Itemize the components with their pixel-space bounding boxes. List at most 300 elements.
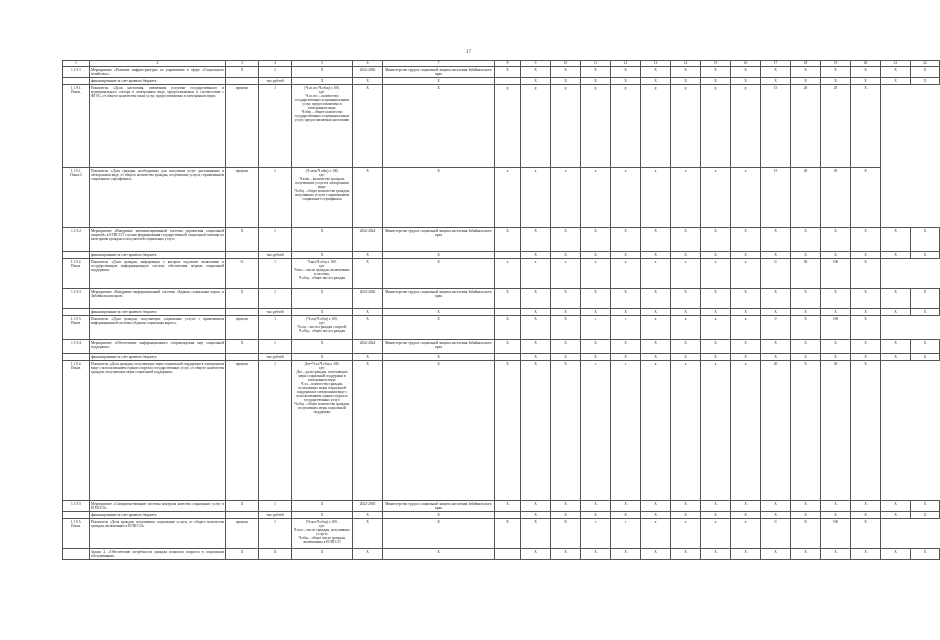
table-row	[63, 289, 940, 309]
table-cell: X	[851, 289, 881, 309]
table-row	[63, 501, 940, 512]
table-cell: X	[383, 519, 495, 549]
column-number: 14	[671, 61, 701, 67]
table-cell: а	[671, 316, 701, 340]
table-cell: 1.1.9.4	[63, 340, 90, 354]
table-cell: X	[671, 289, 701, 309]
table-cell: X	[611, 512, 641, 519]
table-cell: X	[383, 316, 495, 340]
table-cell: X	[851, 354, 881, 361]
table-row	[63, 85, 940, 168]
table-cell: X	[521, 316, 551, 340]
table-cell: тыс.рублей	[259, 512, 292, 519]
table-cell: тыс.рублей	[259, 354, 292, 361]
table-cell: X	[791, 519, 821, 549]
table-cell: %	[226, 259, 259, 289]
table-cell: X	[881, 340, 911, 354]
table-cell	[495, 512, 521, 519]
table-cell: 100	[821, 519, 851, 549]
table-cell: а	[701, 168, 731, 228]
table-cell: Мероприятие «Обеспечение информационного сопровождения мер социальной поддержки»	[90, 340, 226, 354]
column-number: 3	[226, 61, 259, 67]
table-cell: X	[611, 340, 641, 354]
table-cell: процент	[226, 168, 259, 228]
table-cell: X	[521, 67, 551, 78]
table-cell: X	[292, 67, 353, 78]
column-number: 22	[911, 61, 940, 67]
table-row	[63, 519, 940, 549]
column-number: 20	[851, 61, 881, 67]
table-cell: а	[731, 259, 761, 289]
table-cell: а	[701, 259, 731, 289]
table-row	[63, 168, 940, 228]
table-cell: 100	[821, 259, 851, 289]
table-cell	[495, 252, 521, 259]
table-row	[63, 259, 940, 289]
table-cell: Показатель «Доля граждан, получающих социальные услуги с применением информационной системы «Единая социальная карта»»	[90, 316, 226, 340]
table-cell: X	[353, 252, 383, 259]
table-cell: X	[353, 512, 383, 519]
table-cell: X	[292, 354, 353, 361]
table-cell: 1	[259, 289, 292, 309]
table-cell: X	[791, 361, 821, 501]
table-cell: X	[761, 78, 791, 85]
table-cell: X	[551, 354, 581, 361]
table-cell: 1	[259, 259, 292, 289]
table-cell: X	[581, 354, 611, 361]
table-cell: X	[851, 512, 881, 519]
table-cell: X	[353, 361, 383, 501]
table-cell: X	[761, 549, 791, 560]
table-cell: 1.1.9.3	[63, 289, 90, 309]
table-row	[63, 340, 940, 354]
table-cell: X	[881, 228, 911, 252]
table-cell: а	[671, 519, 701, 549]
table-cell: а	[551, 259, 581, 289]
table-cell: 1	[259, 340, 292, 354]
table-cell: процент	[226, 85, 259, 168]
table-cell: р	[581, 85, 611, 168]
column-number: 4	[259, 61, 292, 67]
table-cell: X	[821, 67, 851, 78]
column-number: 1	[63, 61, 90, 67]
table-cell: X	[911, 354, 940, 361]
table-cell: X	[911, 549, 940, 560]
table-cell: X	[731, 309, 761, 316]
table-cell: X	[881, 309, 911, 316]
table-cell: X	[226, 289, 259, 309]
table-cell: 1	[259, 168, 292, 228]
table-cell: X	[495, 361, 521, 501]
table-cell: а	[641, 259, 671, 289]
table-cell: X	[611, 501, 641, 512]
table-cell: Показатель «Доля граждан, получивших социальные услуги, от общего количества граждан, включенных в ЕГИССО»	[90, 519, 226, 549]
table-cell: X	[292, 78, 353, 85]
table-cell: X	[353, 519, 383, 549]
table-cell: X	[821, 252, 851, 259]
table-cell: X	[761, 501, 791, 512]
table-cell: X	[495, 316, 521, 340]
table-cell: 30	[821, 168, 851, 228]
column-number: 18	[791, 61, 821, 67]
table-cell: X	[671, 501, 701, 512]
table-cell: X	[383, 309, 495, 316]
table-cell	[63, 549, 90, 560]
table-cell: Показатель «Доля граждан, информация о которых подлежит включению в государственную информационную систему обеспечения мерами социальной поддержки»	[90, 259, 226, 289]
table-cell: X	[791, 512, 821, 519]
table-cell: X	[551, 549, 581, 560]
table-cell: X	[791, 252, 821, 259]
table-cell: X	[226, 549, 259, 560]
table-cell: X	[911, 340, 940, 354]
table-cell: X	[731, 549, 761, 560]
table-cell: финансирование за счет краевого бюджета	[90, 309, 226, 316]
page-number: 17	[466, 50, 471, 55]
table-cell: X	[911, 252, 940, 259]
table-cell: с	[611, 519, 641, 549]
table-cell: а	[641, 519, 671, 549]
table-cell: 1.1.9.5	[63, 501, 90, 512]
table-cell: Министерство труда и социальной защиты населения Забайкальского края	[383, 289, 495, 309]
table-cell: X	[791, 228, 821, 252]
table-cell: а	[495, 259, 521, 289]
table-cell: X	[851, 168, 881, 228]
table-cell: 20	[791, 168, 821, 228]
table-cell: X	[353, 168, 383, 228]
table-cell: X	[495, 289, 521, 309]
table-cell: (Ч.соц/Ч.общ) x 100, где: Ч.соц – число граждан с картой; Ч.общ – общее число граждан	[292, 316, 353, 340]
table-cell: X	[701, 512, 731, 519]
table-cell: р	[551, 85, 581, 168]
table-row	[63, 316, 940, 340]
table-cell: Министерство труда и социальной защиты населения Забайкальского края	[383, 67, 495, 78]
table-cell: X	[731, 78, 761, 85]
table-row	[63, 228, 940, 252]
table-cell: 20	[761, 361, 791, 501]
table-cell: Показатель «Доля населения, охваченная услугами государственного и муниципального сектора в электронном виде, предоставляемых в соответствии с ФГОС, от общего количества таких услуг, предоставляемых в электронном виде»	[90, 85, 226, 168]
table-cell: X	[821, 549, 851, 560]
table-cell: а	[701, 519, 731, 549]
table-cell: X	[641, 309, 671, 316]
table-row	[63, 549, 940, 560]
table-cell: X	[671, 78, 701, 85]
table-cell	[63, 309, 90, 316]
table-cell: X	[292, 549, 353, 560]
table-cell: с	[611, 316, 641, 340]
table-cell: X	[821, 340, 851, 354]
table-cell: X	[851, 361, 881, 501]
table-cell: а	[521, 259, 551, 289]
table-cell: X	[581, 340, 611, 354]
table-cell: X	[731, 67, 761, 78]
table-cell: X	[641, 228, 671, 252]
table-cell: а	[671, 168, 701, 228]
table-cell: р	[701, 85, 731, 168]
table-cell: а	[731, 361, 761, 501]
table-cell	[226, 252, 259, 259]
table-cell: Министерство труда и социальной защиты населения Забайкальского края	[383, 228, 495, 252]
table-cell: 0	[761, 259, 791, 289]
table-cell: финансирование за счет краевого бюджета	[90, 252, 226, 259]
table-cell: X	[761, 228, 791, 252]
table-cell: X	[911, 501, 940, 512]
table-cell: Дэл=Ч.эл/Ч.общ x 100, где: Дэл – доля граждан, получающих меры социальной поддержки в электронном виде; Ч.эл – количество граждан, получающих меры социальной поддержки в электронном виде с использованием единого портала государственных услуг; Ч.общ – общее количество граждан, получающих меры социальной поддержки	[292, 361, 353, 501]
column-number: 17	[761, 61, 791, 67]
table-cell: 1.1.9.4. Показ.	[63, 361, 90, 501]
table-cell: X	[701, 340, 731, 354]
table-cell: X	[551, 228, 581, 252]
table-cell: X	[881, 78, 911, 85]
table-cell: с	[581, 316, 611, 340]
table-cell: X	[641, 289, 671, 309]
table-cell: X	[353, 85, 383, 168]
table-cell: X	[551, 289, 581, 309]
table-cell: X	[353, 309, 383, 316]
table-cell: X	[791, 289, 821, 309]
table-cell: X	[881, 252, 911, 259]
table-cell: Мероприятие «Совершенствование системы контроля качества социальных услуг в ЕГИССО»	[91, 502, 224, 511]
table-cell: процент	[226, 519, 259, 549]
table-cell: X	[821, 309, 851, 316]
table-cell: X	[851, 228, 881, 252]
table-cell: X	[641, 340, 671, 354]
column-number: 7	[383, 61, 495, 67]
table-cell: X	[551, 252, 581, 259]
table-cell: X	[495, 519, 521, 549]
table-cell: 2023-2026	[353, 289, 383, 309]
table-cell: Мероприятие «Внедрение автоматизированной системы управления социальной защитой» в ЕГИССО с целью формирования государственной социальной помощи по категориям граждан и получателей социальных услуг»	[90, 228, 226, 252]
table-cell: X	[383, 259, 495, 289]
table-cell: 100	[821, 316, 851, 340]
table-body	[63, 61, 940, 560]
table-cell: X	[701, 289, 731, 309]
table-cell: 1.1.9.5. Показ.	[63, 519, 90, 549]
table-cell: X	[353, 78, 383, 85]
table-cell: X	[791, 309, 821, 316]
table-cell: X	[521, 289, 551, 309]
table-cell: X	[353, 259, 383, 289]
table-cell: а	[551, 168, 581, 228]
table-cell: X	[881, 67, 911, 78]
table-cell: X	[383, 361, 495, 501]
table-cell: X	[671, 252, 701, 259]
table-cell: (Ч.пол/Ч.общ) x 100, где: Ч.пол – число граждан, получивших услуги; Ч.общ – общее число граждан, включенных в ЕГИССО	[292, 519, 353, 549]
table-cell: X	[353, 549, 383, 560]
table-cell: X	[581, 501, 611, 512]
table-cell: X	[581, 67, 611, 78]
table-cell: 25	[821, 85, 851, 168]
table-cell: X	[292, 289, 353, 309]
table-cell: X	[226, 67, 259, 78]
table-cell: X	[671, 228, 701, 252]
table-cell: а	[701, 361, 731, 501]
table-cell: X	[383, 78, 495, 85]
table-cell: X	[641, 354, 671, 361]
table-cell: р	[641, 85, 671, 168]
table-cell: 50	[791, 259, 821, 289]
table-cell: X	[521, 78, 551, 85]
table-cell: X	[851, 259, 881, 289]
table-cell	[226, 78, 259, 85]
table-cell: X	[383, 85, 495, 168]
table-row	[63, 361, 940, 501]
table-cell: 15	[761, 85, 791, 168]
table-cell: 15	[761, 168, 791, 228]
table-cell: X	[881, 512, 911, 519]
table-cell: 1	[259, 85, 292, 168]
table-row	[63, 354, 940, 361]
table-cell: X	[761, 340, 791, 354]
table-cell: а	[581, 168, 611, 228]
table-cell: X	[521, 549, 551, 560]
table-cell: X	[383, 549, 495, 560]
table-cell: X	[521, 361, 551, 501]
table-cell	[63, 78, 90, 85]
table-row	[63, 309, 940, 316]
column-number: 8	[495, 61, 521, 67]
table-cell	[63, 512, 90, 519]
table-cell: X	[353, 316, 383, 340]
table-cell: X	[383, 168, 495, 228]
table-cell: X	[671, 67, 701, 78]
column-number: 15	[701, 61, 731, 67]
table-cell: Министерство труда и социальной защиты населения Забайкальского края	[383, 501, 495, 512]
table-cell: X	[641, 501, 671, 512]
table-cell: X	[521, 519, 551, 549]
table-cell: X	[581, 549, 611, 560]
table-cell: X	[671, 340, 701, 354]
table-cell: X	[791, 354, 821, 361]
table-cell: Министерство труда и социальной защиты населения Забайкальского края	[383, 340, 495, 354]
table-cell: X	[761, 289, 791, 309]
table-cell: X	[292, 512, 353, 519]
table-cell	[495, 309, 521, 316]
table-cell: X	[521, 512, 551, 519]
table-cell: X	[821, 354, 851, 361]
table-cell: X	[641, 78, 671, 85]
table-cell: X	[911, 67, 940, 78]
table-cell: X	[292, 228, 353, 252]
table-cell: р	[521, 85, 551, 168]
table-cell: X	[292, 252, 353, 259]
table-cell: X	[521, 252, 551, 259]
table-cell: X	[611, 309, 641, 316]
table-cell: тыс.рублей	[259, 78, 292, 85]
table-cell: X	[611, 78, 641, 85]
table-cell: X	[671, 549, 701, 560]
table-cell: финансирование за счет краевого бюджета	[90, 354, 226, 361]
table-cell: финансирование за счет краевого бюджета	[90, 512, 226, 519]
table-cell: 2022-2030	[353, 67, 383, 78]
table-cell: Показатель «Доля граждан, необходимых для получения услуг дистанционно в электронном виде, от общего количества граждан, получивших услуги с применением социального сертификата»	[90, 168, 226, 228]
table-cell: X	[383, 512, 495, 519]
table-cell: X	[292, 501, 353, 512]
table-row	[63, 512, 940, 519]
table-cell	[63, 354, 90, 361]
table-cell: X	[761, 67, 791, 78]
table-cell: X	[671, 354, 701, 361]
table-cell: Ч.вкл/Ч.общ x 100, где: Ч.вкл – число граждан, включенных в систему; Ч.общ – общее число граждан	[292, 259, 353, 289]
table-cell: X	[521, 309, 551, 316]
table-cell: X	[383, 252, 495, 259]
table-row	[63, 78, 940, 85]
table-cell: 20	[791, 85, 821, 168]
table-cell: а	[641, 316, 671, 340]
table-cell: с	[581, 519, 611, 549]
table-cell: X	[761, 512, 791, 519]
table-cell: а	[521, 168, 551, 228]
table-cell: X	[851, 85, 881, 168]
table-cell: X	[851, 501, 881, 512]
table-cell: X	[731, 340, 761, 354]
table-cell: 2022-2024	[353, 228, 383, 252]
table-cell: X	[701, 67, 731, 78]
table-cell: р	[611, 85, 641, 168]
table-cell: процент	[226, 316, 259, 340]
table-cell: а	[581, 259, 611, 289]
table-cell: X	[226, 228, 259, 252]
table-cell: X	[292, 309, 353, 316]
table-cell: 0	[761, 316, 791, 340]
table-cell	[226, 512, 259, 519]
table-cell: 1.1.9.1. Показ.	[63, 85, 90, 168]
column-number: 13	[641, 61, 671, 67]
table-cell: X	[911, 78, 940, 85]
program-table	[62, 60, 940, 560]
table-cell: X	[641, 549, 671, 560]
table-cell: р	[671, 85, 701, 168]
table-cell: X	[701, 78, 731, 85]
column-number: 19	[821, 61, 851, 67]
table-cell: X	[226, 340, 259, 354]
column-number: 6	[353, 61, 383, 67]
table-cell: X	[551, 361, 581, 501]
table-cell: Задача 2. «Обеспечение потребности граждан пожилого возраста в социальном обслуживании»	[91, 550, 224, 559]
table-cell: X	[881, 501, 911, 512]
table-cell: 1.1.9.1	[63, 67, 90, 78]
table-cell: 1.1.9.3. Показ.	[63, 316, 90, 340]
table-cell: X	[761, 354, 791, 361]
table-cell: X	[881, 354, 911, 361]
table-cell: X	[611, 354, 641, 361]
table-cell: 2022-2024	[353, 340, 383, 354]
table-cell: X	[521, 354, 551, 361]
table-cell: X	[581, 228, 611, 252]
table-cell: X	[641, 252, 671, 259]
table-cell: X	[701, 228, 731, 252]
table-cell: а	[731, 168, 761, 228]
table-cell: X	[226, 501, 259, 512]
column-number: 11	[581, 61, 611, 67]
table-cell: 1.1.9.2. Показ.	[63, 259, 90, 289]
table-cell: X	[611, 549, 641, 560]
table-cell	[226, 309, 259, 316]
table-cell: X	[851, 78, 881, 85]
table-cell: X	[551, 316, 581, 340]
table-cell: X	[701, 549, 731, 560]
table-row	[63, 252, 940, 259]
column-number: 21	[881, 61, 911, 67]
table-cell: X	[821, 78, 851, 85]
table-cell: X	[911, 228, 940, 252]
table-cell: X	[701, 252, 731, 259]
table-cell: X	[551, 67, 581, 78]
table-cell: X	[671, 512, 701, 519]
table-cell: 1	[259, 519, 292, 549]
table-cell: X	[383, 354, 495, 361]
table-cell: X	[761, 309, 791, 316]
table-cell: X	[611, 67, 641, 78]
